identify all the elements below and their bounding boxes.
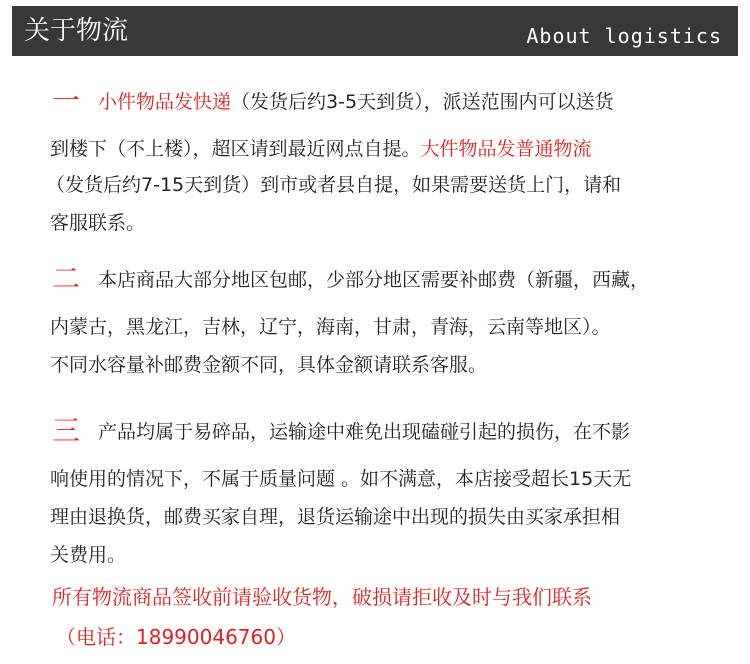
- section-1-line-1: [52, 84, 614, 117]
- footer-phone: （电话：18990046760）: [56, 625, 296, 649]
- footer-notice: 所有物流商品签收前请验收货物，破损请拒收及时与我们联系: [52, 585, 592, 609]
- page-title: 关于物流: [24, 16, 129, 46]
- section-1-line-2: [50, 136, 592, 162]
- section-1-text-2: 到楼下（不上楼），超区请到最近网点自提。: [50, 138, 421, 160]
- section-1-line-3: （发货后约7-15天到货）到市或者县自提，如果需要送货上门，请和: [46, 174, 622, 196]
- section-1-number: 一: [52, 84, 81, 117]
- section-1-highlight-2: 大件物品发普通物流: [420, 138, 592, 160]
- section-3-line-4: 关费用。: [50, 544, 127, 566]
- section-2-line-2: 内蒙古，黑龙江，吉林，辽宁，海南，甘肃，青海，云南等地区）。: [50, 316, 611, 338]
- section-1-text-1: （发货后约3-5天到货），派送范围内可以送货: [231, 91, 614, 113]
- page-subtitle: About logistics: [526, 24, 722, 48]
- section-2-line-3: 不同水容量补邮费金额不同，具体金额请联系客服。: [50, 354, 488, 376]
- section-3-text-1: 产品均属于易碎品，运输途中难免出现磕碰引起的损伤，在不影: [98, 421, 631, 443]
- section-3-line-3: 理由退换货，邮费买家自理，退货运输途中出现的损失由买家承担相: [50, 506, 621, 528]
- section-3-line-2: 响使用的情况下，不属于质量问题 。如不满意，本店接受超长15天无: [50, 468, 632, 490]
- section-3-line-1: [52, 414, 631, 447]
- section-2-number: 二: [52, 262, 81, 295]
- header-bar: [12, 6, 738, 56]
- section-2-text-1: 本店商品大部分地区包邮，少部分地区需要补邮费（新疆，西藏，: [98, 269, 650, 291]
- section-1-line-4: 客服联系。: [50, 212, 146, 234]
- section-1-highlight-1: 小件物品发快递: [98, 91, 232, 113]
- section-2-line-1: [52, 262, 650, 295]
- section-3-number: 三: [52, 414, 81, 447]
